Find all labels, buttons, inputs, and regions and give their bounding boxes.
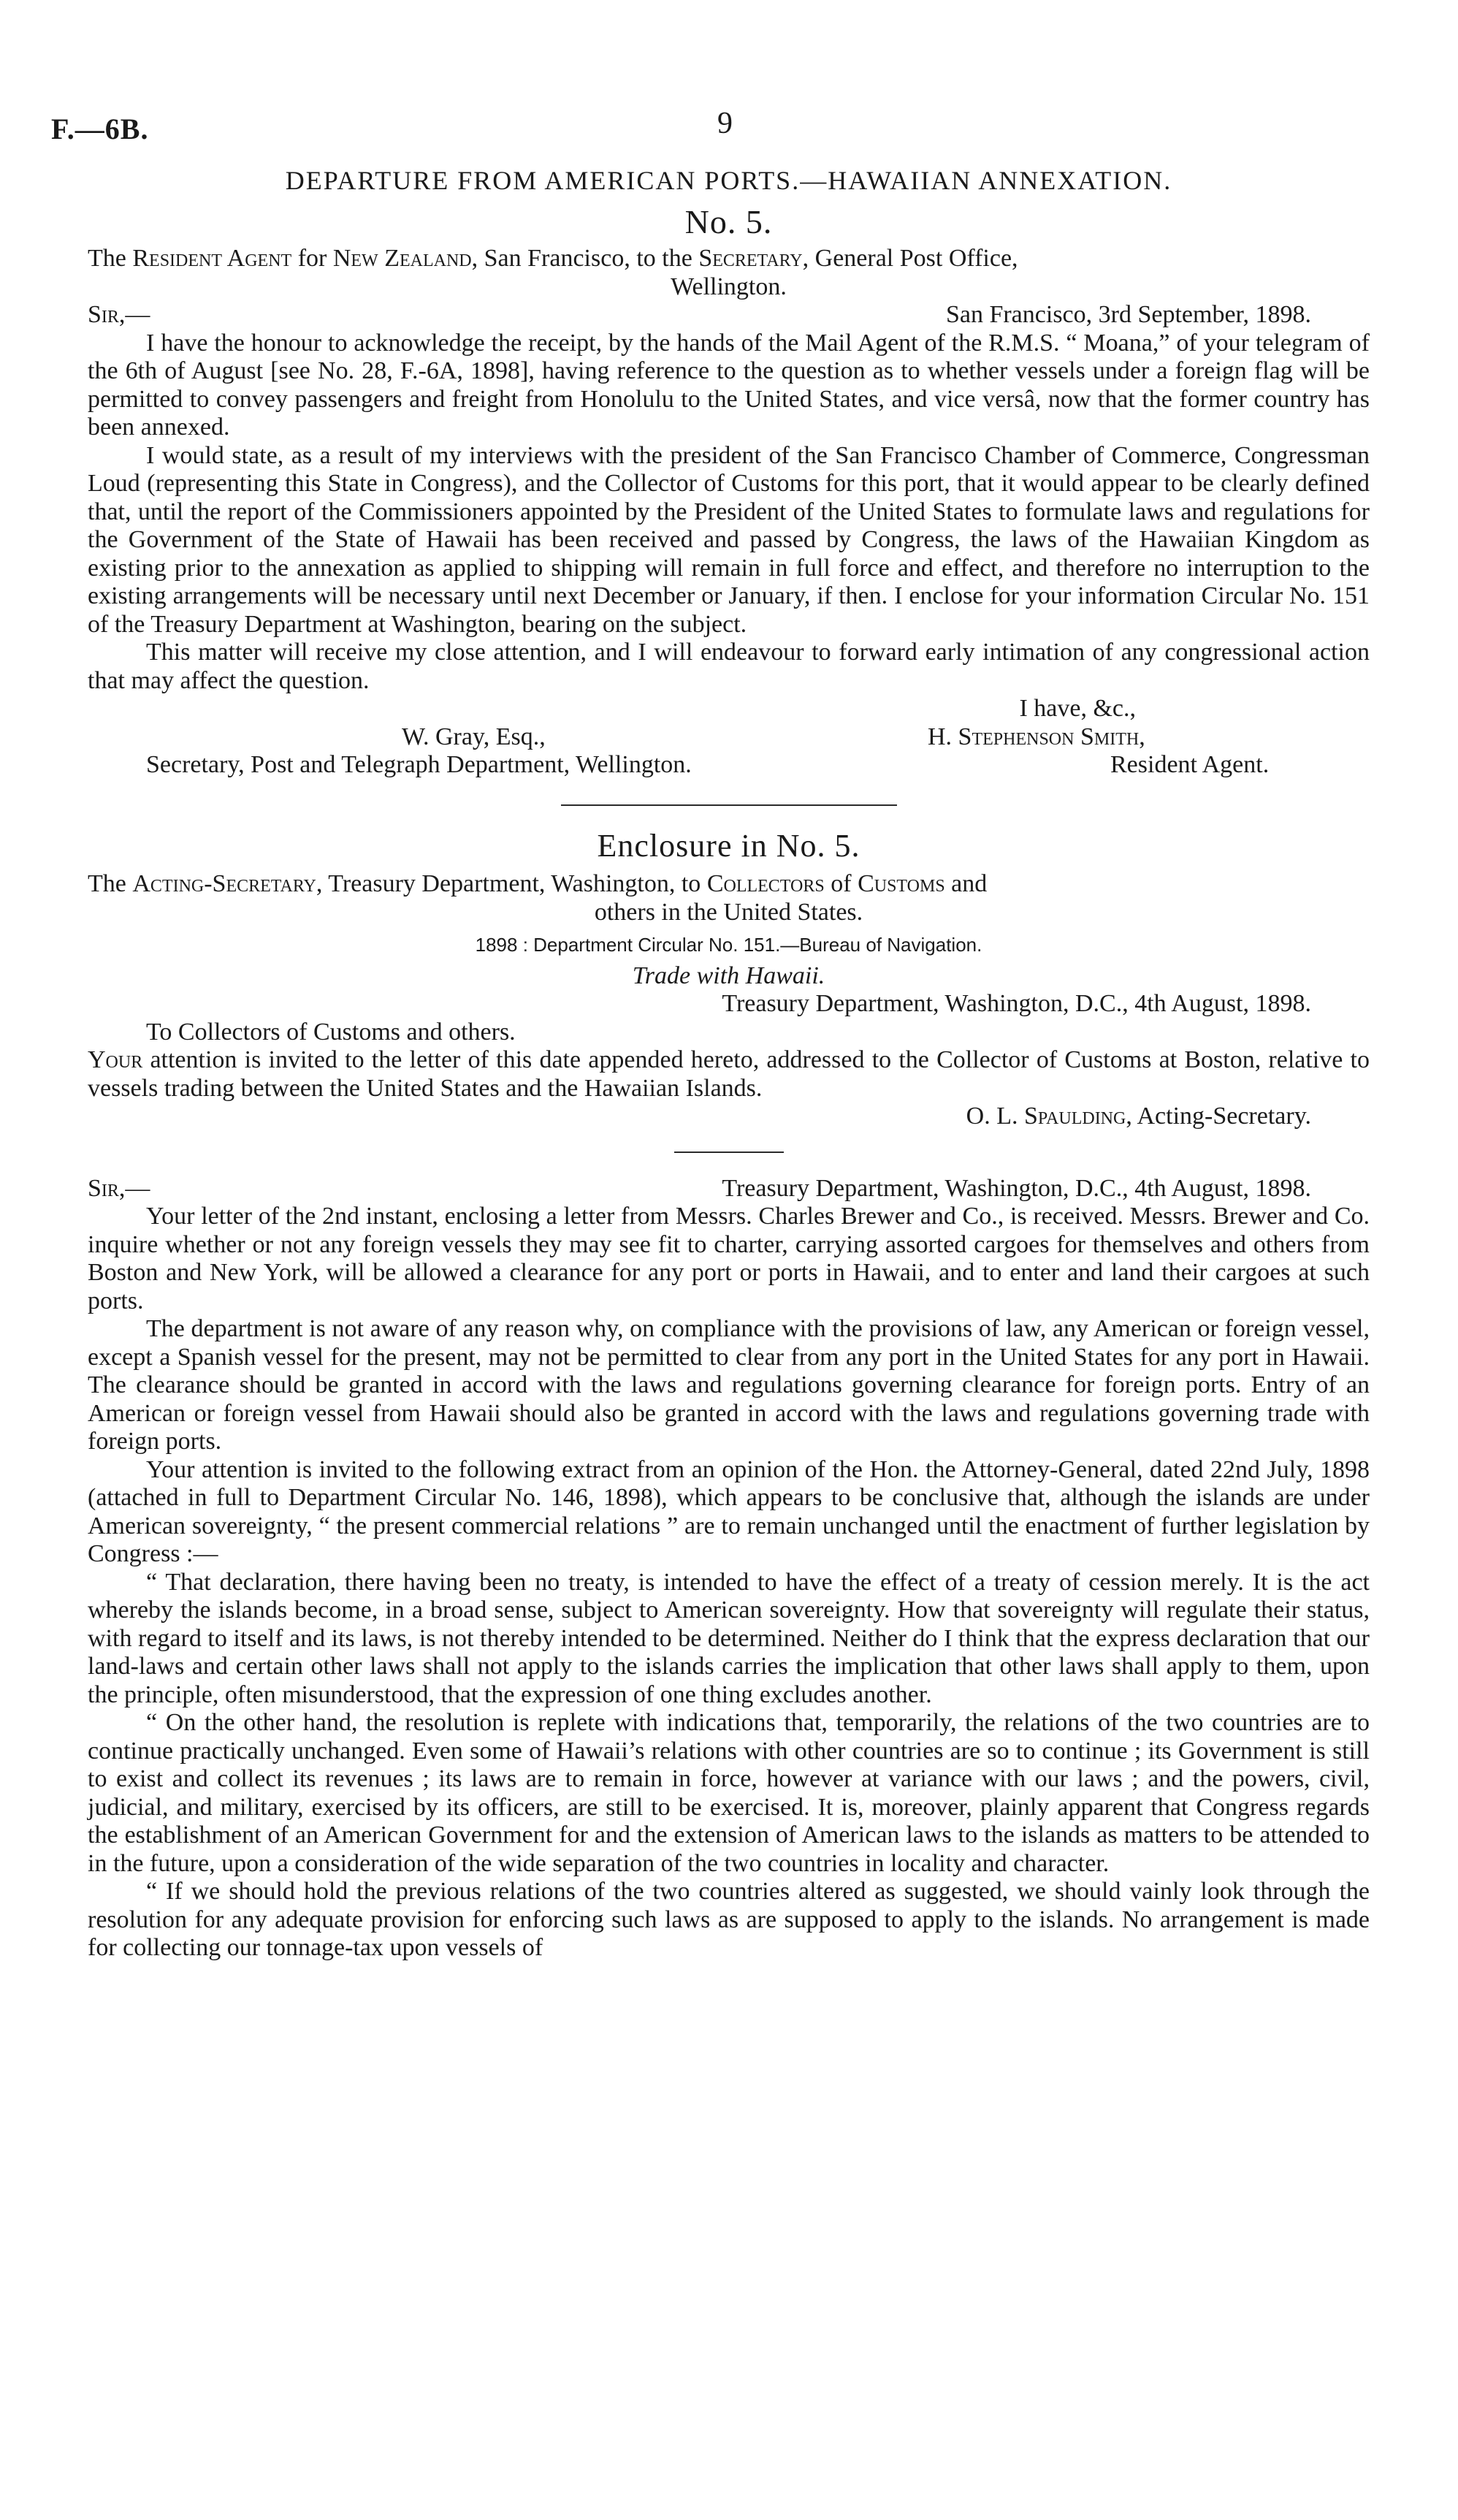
document-reference: F.—6B. (51, 113, 149, 145)
quoted-paragraph: “ If we should hold the previous relations of the two countries altered as suggested, we should vainly look through the resolution for any adequate provision for enforcing such laws as are supposed to apply to the islands. No arrangement is made for collecting our tonnage-tax upon vessels of (88, 1878, 1370, 1961)
signer-name: H. Stephenson Smith, (928, 723, 1145, 750)
page-header (51, 107, 1370, 152)
enclosure-addressee: To Collectors of Customs and others. (146, 1018, 516, 1046)
quoted-paragraph: “ On the other hand, the resolution is replete with indications that, temporarily, the relations of the two countries are to continue practically unchanged. Even some of Hawaii’s relations with other countries are so to continue ; its Government is still to exist and collect its revenues ; its laws are to remain in force, however at variance with our laws ; and the powers, civil, judicial, and military, exercised by its officers, are still to be exercised. It is, moreover, plainly apparent that Congress regards the establishment of an American Government for and the extension of American laws to the islands as matters to be attended to in the future, upon a consideration of the wide separation of the two countries in locality and character. (88, 1709, 1370, 1877)
circular-reference: 1898 : Department Circular No. 151.—Bureau of Navigation. (475, 934, 982, 956)
second-salutation-row (88, 1175, 1370, 1203)
section-title: DEPARTURE FROM AMERICAN PORTS.—HAWAIIAN ANNEXATION. (285, 166, 1172, 195)
letter-dateline: San Francisco, 3rd September, 1898. (945, 301, 1311, 328)
salutation-row (88, 301, 1370, 330)
letter-heading-part: Secretary (698, 245, 803, 272)
salutation: Sir,— (88, 301, 150, 328)
page-number: 9 (717, 107, 733, 140)
second-letter-paragraph: Your letter of the 2nd instant, enclosing a letter from Messrs. Charles Brewer and Co., is received. Messrs. Brewer and Co. inquire whether or not any foreign vessels they may see fit to charter, carrying assorted cargoes for themselves and others from Boston and New York, will be allowed a clearance for any port or ports in Hawaii, and to enter and land their cargoes at such ports. (88, 1203, 1370, 1314)
enclosure-title: Enclosure in No. 5. (597, 827, 860, 864)
letter-heading-part: Resident Agent (132, 245, 292, 272)
enclosure-dateline: Treasury Department, Washington, D.C., 4th August, 1898. (722, 990, 1311, 1017)
letter-heading-part: , General Post Office, (802, 245, 1018, 272)
letter-heading-part: for (291, 245, 333, 272)
enclosure-heading-part: The (88, 870, 133, 897)
enclosure-heading (88, 870, 1370, 899)
letter-heading-part: , San Francisco, to the (471, 245, 699, 272)
letter-heading-part: The (88, 245, 133, 272)
enclosure-heading-part: Acting-Secretary (132, 870, 316, 897)
enclosure-heading-part: , Treasury Department, Washington, to (316, 870, 707, 897)
recipient-title: Secretary, Post and Telegraph Department, Wellington. (146, 751, 692, 778)
letter-divider (674, 1151, 784, 1153)
letter-paragraph: This matter will receive my close attention, and I will endeavour to forward early intimation of any congressional action that may affect the question. (88, 639, 1370, 694)
enclosure-signature-part: , Acting-Secretary. (1126, 1103, 1311, 1130)
second-letter-paragraph: The department is not aware of any reason why, on compliance with the provisions of law, any American or foreign vessel, except a Spanish vessel for the present, may not be permitted to clear from any port in the United States for any port in Hawaii. The clearance should be granted in accord with the laws and regulations governing clearance for foreign ports. Entry of an American or foreign vessel from Hawaii should also be granted in accord with the laws and regulations governing trade with foreign ports. (88, 1315, 1370, 1455)
enclosure-body-text: attention is invited to the letter of this date appended hereto, addressed to the Collector of Customs at Boston, relative to vessels trading between the United States and the Hawaiian Islands. (88, 1046, 1370, 1102)
second-salutation: Sir,— (88, 1174, 150, 1202)
letter-paragraph: I would state, as a result of my interviews with the president of the San Francisco Chamber of Commerce, Congressman Loud (representing this State in Congress), and the Collector of Customs for this port, that it would appear to be clearly defined that, until the report of the Commissioners appointed by the President of the United States to formulate laws and regulations for the Government of the State of Hawaii has been received and passed by Congress, the laws of the Hawaiian Kingdom as existing prior to the annexation as applied to shipping will remain in full force and effect, and therefore no interruption to the existing arrangements will be necessary until next December or January, if then. I enclose for your information Circular No. 151 of the Treasury Department at Washington, bearing on the subject. (88, 441, 1370, 638)
letter-closing: I have, &c., (1019, 695, 1136, 722)
letter-paragraph: I have the honour to acknowledge the receipt, by the hands of the Mail Agent of the R.M.S. “ Moana,” of your telegram of the 6th of August [see No. 28, F.-6A, 1898], having reference to the question as to whether vessels under a foreign flag will be permitted to convey passengers and freight from Honolulu to the United States, and vice versâ, now that the former country has been annexed. (88, 329, 1370, 441)
enclosure-signature (88, 1103, 1370, 1131)
enclosure-signature-part: Spaulding (1023, 1103, 1126, 1130)
enclosure-body (88, 1046, 1370, 1103)
document-page (51, 107, 1370, 1963)
enclosure-signature-part: O. L. (966, 1103, 1024, 1130)
quoted-paragraph: “ That declaration, there having been no treaty, is intended to have the effect of a treaty of cession merely. It is the act whereby the islands become, in a broad sense, subject to American sovereignty. How that sovereignty will regulate their status, with regard to itself and its laws, is not thereby intended to be determined. Neither do I think that the express declaration that our land-laws and certain other laws shall not apply to the islands carries the implication that other laws shall apply to them, upon the principle, often misunderstood, that the expression of one thing excludes another. (88, 1568, 1370, 1708)
recipient-name: W. Gray, Esq., (402, 723, 546, 750)
second-letter-paragraph: Your attention is invited to the following extract from an opinion of the Hon. the Attorney-General, dated 22nd July, 1898 (attached in full to Department Circular No. 146, 1898), which appears to be conclusive that, although the islands are under American sovereignty, “ the present commercial relations ” are to remain unchanged until the enactment of further legislation by Congress :— (88, 1455, 1370, 1567)
enclosure-heading-part: Customs (858, 870, 945, 897)
signature-title-row (88, 751, 1370, 780)
enclosure-heading-part: Collectors (706, 870, 825, 897)
section-divider (561, 804, 897, 806)
signer-title: Resident Agent. (1110, 751, 1270, 778)
letter-number: No. 5. (684, 202, 773, 240)
enclosure-heading-line2: others in the United States. (594, 898, 863, 926)
enclosure-heading-part: of (824, 870, 858, 897)
circular-subject: Trade with Hawaii. (632, 962, 825, 989)
enclosure-heading-part: and (944, 870, 988, 897)
letter-heading-line2: Wellington. (671, 273, 787, 300)
letter-heading (88, 245, 1370, 273)
signature-row (88, 723, 1370, 752)
letter-heading-part: New Zealand (332, 245, 472, 272)
enclosure-body-lead: Your (88, 1046, 143, 1073)
second-letter-dateline: Treasury Department, Washington, D.C., 4th August, 1898. (722, 1174, 1311, 1202)
